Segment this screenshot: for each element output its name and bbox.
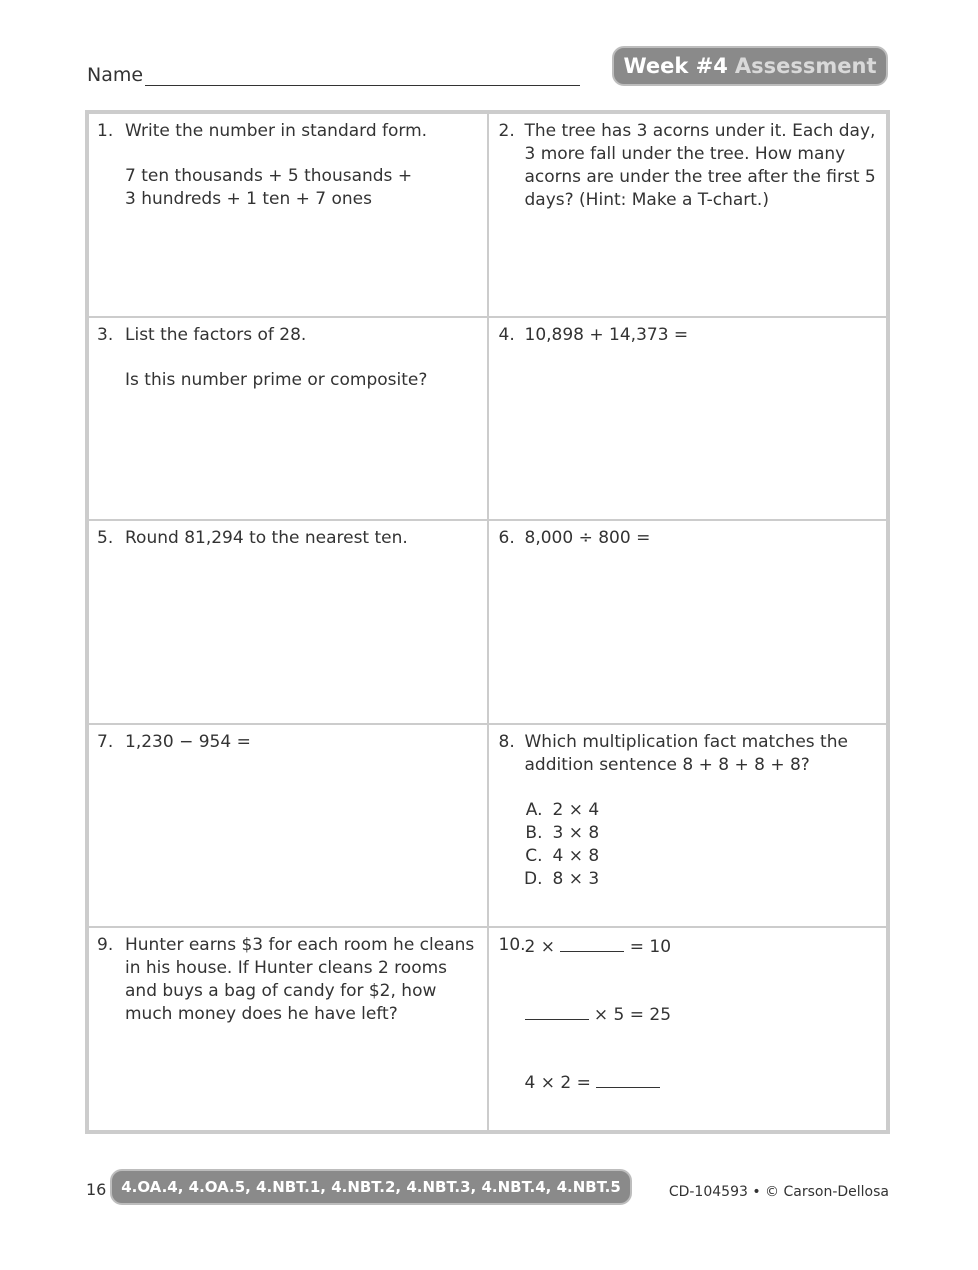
question-number: 4. — [498, 324, 515, 345]
question-number: 10. — [498, 935, 526, 956]
question-grid — [85, 110, 890, 1134]
option-a[interactable] — [525, 799, 877, 822]
name-label: Name — [87, 64, 144, 86]
answer-options — [525, 799, 877, 891]
question-8[interactable] — [488, 724, 888, 928]
question-text: 7 ten thousands + 5 thousands + — [125, 166, 413, 186]
question-number: 8. — [498, 731, 515, 752]
question-number: 2. — [498, 121, 515, 141]
question-text: 3 hundreds + 1 ten + 7 ones — [125, 189, 372, 209]
equation-2: × 5 = 25 — [525, 1002, 672, 1027]
question-text: Hunter earns $3 for each room he cleans in his house. If Hunter cleans 2 rooms and buys a bag of candy for $2, how much money does he have left? — [125, 935, 475, 1025]
answer-blank[interactable] — [525, 1002, 589, 1020]
assessment-label: Assessment — [734, 54, 877, 78]
question-7[interactable] — [88, 724, 488, 928]
question-10[interactable] — [488, 927, 888, 1131]
question-text: The tree has 3 acorns under it. Each day, 3 more fall under the tree. How many acorns are under the tree after the first 5 days? (Hint: Make a T-chart.) — [524, 121, 876, 210]
equation-1: 2 × = 10 — [525, 934, 672, 959]
option-value: 4 × 8 — [552, 845, 600, 866]
question-number: 1. — [97, 121, 114, 141]
question-text: Is this number prime or composite? — [125, 369, 428, 390]
question-text: Write the number in standard form. — [125, 121, 428, 141]
standards-badge: 4.OA.4, 4.OA.5, 4.NBT.1, 4.NBT.2, 4.NBT.3, 4.NBT.4, 4.NBT.5 — [110, 1169, 632, 1205]
question-9[interactable] — [88, 927, 488, 1131]
page-number: 16 — [86, 1180, 107, 1199]
question-text: 1,230 − 954 = — [125, 731, 251, 752]
question-text: List the factors of 28. — [125, 324, 307, 345]
option-letter: A. — [525, 799, 543, 820]
question-text: 10,898 + 14,373 = — [524, 324, 689, 345]
equation-3: 4 × 2 = — [525, 1070, 661, 1095]
answer-blank[interactable] — [560, 934, 624, 952]
question-4[interactable] — [488, 317, 888, 521]
option-c[interactable] — [525, 845, 877, 868]
option-letter: C. — [525, 845, 543, 866]
question-number: 3. — [97, 324, 114, 345]
question-text: 8,000 ÷ 800 = — [524, 528, 651, 549]
week-assessment-badge — [612, 46, 888, 86]
question-text: Round 81,294 to the nearest ten. — [125, 528, 408, 549]
week-label: Week #4 — [623, 54, 728, 78]
name-line[interactable] — [145, 63, 580, 86]
option-b[interactable] — [525, 822, 877, 845]
question-number: 6. — [498, 528, 515, 549]
option-value: 2 × 4 — [552, 799, 600, 820]
option-value: 8 × 3 — [552, 868, 600, 889]
name-field — [87, 63, 580, 86]
question-6[interactable] — [488, 520, 888, 724]
option-d[interactable] — [525, 868, 877, 891]
answer-blank[interactable] — [596, 1070, 660, 1088]
copyright-text: CD-104593 • © Carson-Dellosa — [668, 1184, 889, 1200]
option-letter: B. — [525, 822, 543, 843]
question-1[interactable] — [88, 113, 488, 317]
question-number: 5. — [97, 528, 114, 549]
question-number: 9. — [97, 935, 114, 956]
option-value: 3 × 8 — [552, 822, 600, 843]
question-5[interactable] — [88, 520, 488, 724]
option-letter: D. — [524, 868, 543, 889]
question-2[interactable] — [488, 113, 888, 317]
question-3[interactable] — [88, 317, 488, 521]
question-number: 7. — [97, 731, 114, 752]
question-text: Which multiplication fact matches the addition sentence 8 + 8 + 8 + 8? — [524, 731, 848, 775]
